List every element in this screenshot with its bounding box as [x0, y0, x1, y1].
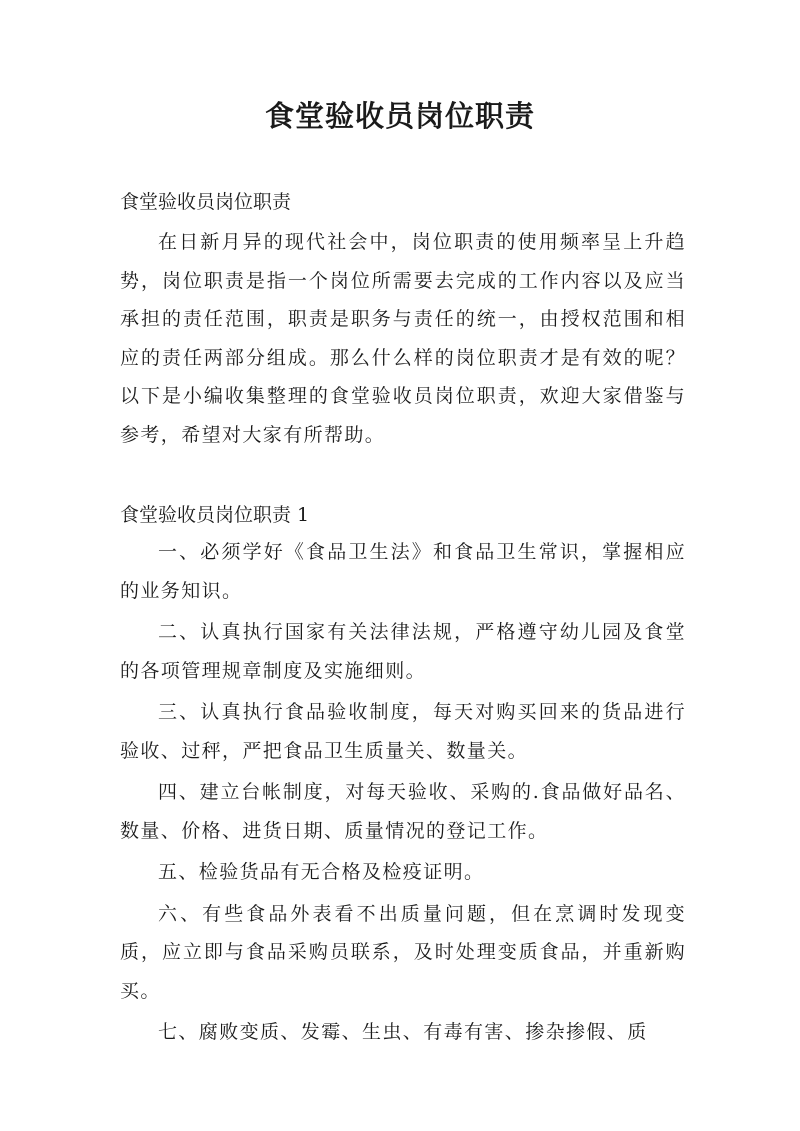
intro-paragraph: 在日新月异的现代社会中，岗位职责的使用频率呈上升趋势，岗位职责是指一个岗位所需要去完成的工作内容以及应当承担的责任范围，职责是职务与责任的统一，由授权范围和相应的责任两部分组成。那么什么样的岗位职责才是有效的呢？以下是小编收集整理的食堂验收员岗位职责，欢迎大家借鉴与参考，希望对大家有所帮助。 [120, 231, 686, 446]
duty-item-6: 六、有些食品外表看不出质量问题，但在烹调时发现变质，应立即与食品采购员联系，及时处理变质食品，并重新购买。 [120, 902, 686, 1002]
duty-item-1: 一、必须学好《食品卫生法》和食品卫生常识，掌握相应的业务知识。 [120, 541, 686, 602]
document-title: 食堂验收员岗位职责 [264, 99, 535, 133]
section-1-heading: 食堂验收员岗位职责 1 [120, 504, 310, 526]
duty-item-5: 五、检验货品有无合格及检疫证明。 [158, 861, 485, 883]
document-body [120, 186, 686, 1052]
duty-item-7: 七、腐败变质、发霉、生虫、有毒有害、掺杂掺假、质 [158, 1021, 648, 1043]
duty-item-2: 二、认真执行国家有关法律法规，严格遵守幼儿园及食堂的各项管理规章制度及实施细则。 [120, 621, 686, 682]
duty-item-3: 三、认真执行食品验收制度，每天对购买回来的货品进行验收、过秤，严把食品卫生质量关、数量关。 [120, 701, 686, 762]
intro-heading: 食堂验收员岗位职责 [120, 191, 292, 213]
section-1-list [120, 533, 686, 1052]
duty-item-4: 四、建立台帐制度，对每天验收、采购的.食品做好品名、数量、价格、进货日期、质量情况的登记工作。 [120, 781, 686, 842]
